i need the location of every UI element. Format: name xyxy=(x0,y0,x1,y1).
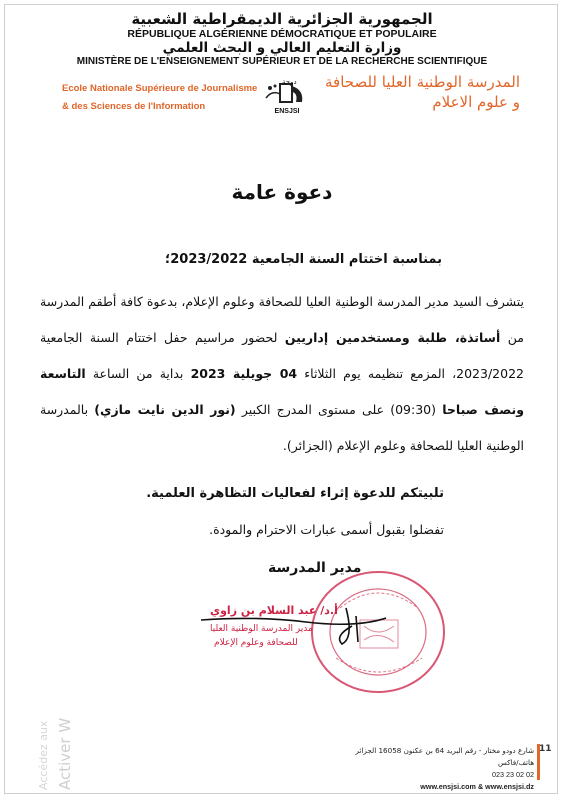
school-name-arabic xyxy=(320,72,520,112)
school-name-french-line2: & des Sciences de l'Information xyxy=(62,101,206,112)
closing-line: تلبيتكم للدعوة إثراء لفعاليات التظاهرة العلمية. xyxy=(146,486,444,501)
occasion-line: بمناسبة اختتام السنة الجامعية 2023/2022؛ xyxy=(165,252,442,267)
watermark-line1: Activer W xyxy=(56,717,74,790)
republic-arabic: الجمهورية الجزائرية الديمقراطية الشعبية xyxy=(131,10,433,28)
body-part-9: بالمدرسة الوطنية العليا للصحافة وعلوم الإعلام (الجزائر). xyxy=(40,402,524,453)
body-invitees: أساتذة، طلبة ومستخدمين إداريين xyxy=(284,330,501,345)
logo-tagline: دوحة xyxy=(282,78,297,86)
body-part-5: بداية من الساعة xyxy=(92,366,184,381)
school-name-french xyxy=(62,80,262,116)
handwritten-signature-icon xyxy=(196,598,396,648)
signer-role-line2: للصحافة وعلوم الإعلام xyxy=(214,638,298,648)
body-part-1: يتشرف السيد مدير المدرسة الوطنية العليا للصحافة وعلوم الإعلام، بدعوة كافة أطقم المدرسة من xyxy=(40,294,524,345)
invitation-body xyxy=(40,284,524,464)
footer-website: www.ensjsi.com & www.ensjsi.dz xyxy=(420,782,534,791)
school-name-arabic-line1: المدرسة الوطنية العليا للصحافة xyxy=(324,73,520,91)
body-part-7: (09:30) على مستوى المدرج الكبير xyxy=(241,402,437,417)
republic-french: RÉPUBLIQUE ALGÉRIENNE DÉMOCRATIQUE ET POPULAIRE xyxy=(127,28,437,40)
body-time: التاسعة ونصف صباحا xyxy=(40,366,524,417)
body-date: 04 جويلية 2023 xyxy=(190,366,298,381)
footer-phone-label: هاتف/فاكس xyxy=(497,758,534,767)
document-title: دعوة عامة xyxy=(231,180,333,204)
footer-page-number: 11 xyxy=(539,744,552,754)
school-name-arabic-line2: و علوم الاعلام xyxy=(432,93,520,111)
body-part-3: لحضور مراسيم حفل اختتام السنة الجامعية 2023/2022، المزمع تنظيمه يوم الثلاثاء xyxy=(40,330,524,381)
ministry-french: MINISTÈRE DE L'ENSEIGNEMENT SUPÉRIEUR ET DE LA RECHERCHE SCIENTIFIQUE xyxy=(76,56,488,67)
school-name-french-line1: Ecole Nationale Supérieure de Journalisme xyxy=(62,83,258,94)
ministry-arabic: وزارة التعليم العالي و البحث العلمي xyxy=(162,40,402,56)
signer-role-line1: مدير المدرسة الوطنية العليا xyxy=(210,624,313,634)
regards-line: تفضلوا بقبول أسمى عبارات الاحترام والمودة. xyxy=(209,522,444,537)
footer-address: شارع دودو مختار - رقم البريد 64 بن عكنون 16058 الجزائر xyxy=(355,746,534,755)
signer-name: أ.د/ عبد السلام بن زاوي xyxy=(210,604,338,617)
footer-phone-number: 023 23 02 02 xyxy=(492,770,534,779)
school-logo-text: ENSJSI xyxy=(274,108,300,115)
watermark-line2: Accédez aux xyxy=(37,720,50,790)
body-venue: (نور الدين نايت مازي) xyxy=(94,402,236,417)
signer-title: مدير المدرسة xyxy=(268,560,362,576)
